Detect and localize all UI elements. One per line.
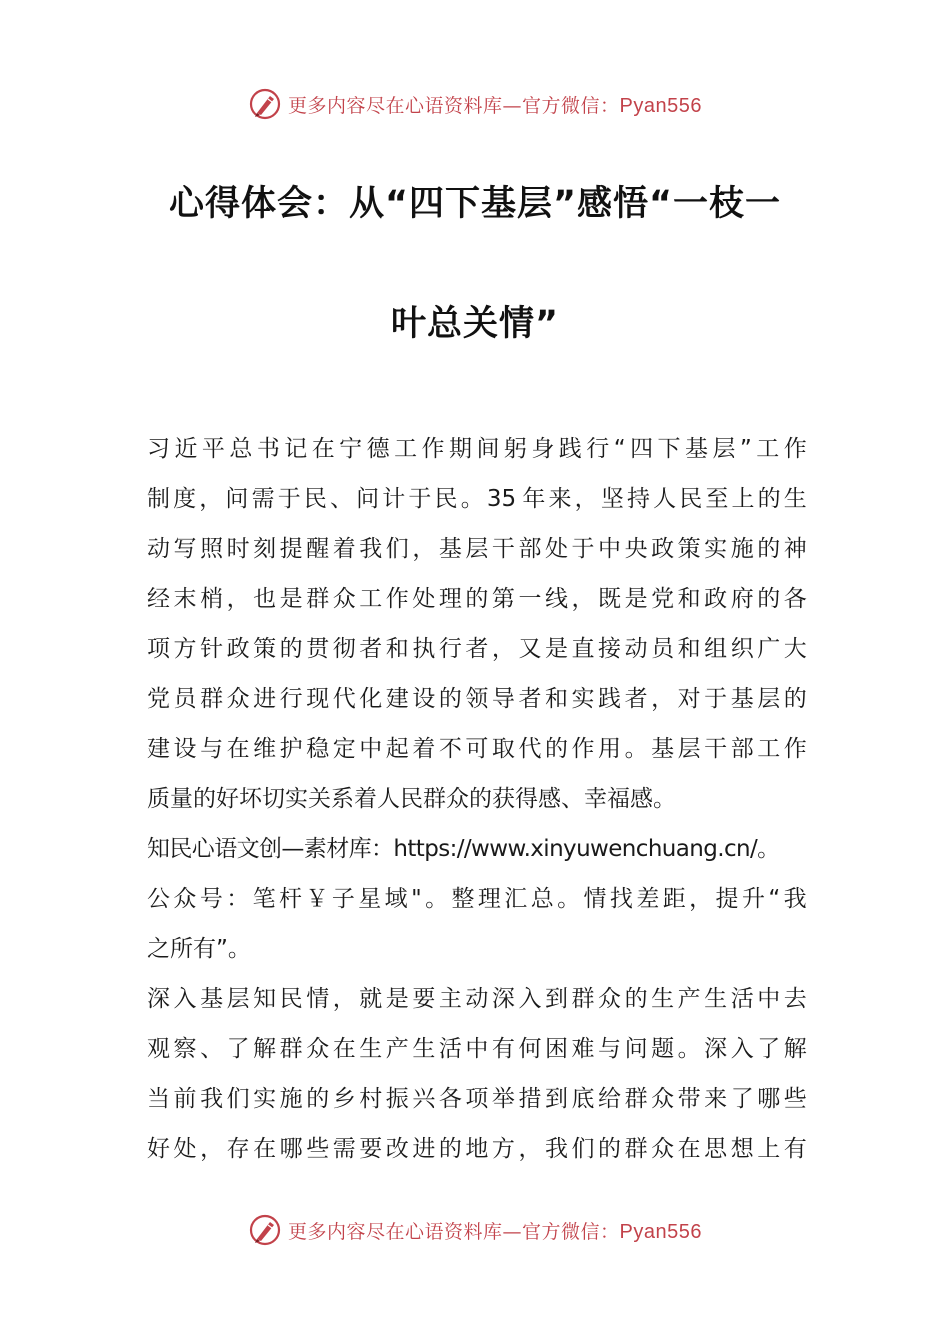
body-line: 建 设 与 在 维 护 稳 定 中 起 着 不 可 取 代 的 作 用 。 基 层 干 部 工 作 [147, 736, 807, 762]
wechat-account: Pyan556 [619, 1220, 702, 1243]
banner-text: 更多内容尽在心语资料库—官方微信：Pyan556 [288, 94, 702, 117]
body-line: 习 近 平 总 书 记 在 宁 德 工 作 期 间 躬 身 践 行 “ 四 下 基 层 ” 工 作 [147, 436, 807, 462]
body-line: 好 处 ， 存 在 哪 些 需 要 改 进 的 地 方 ， 我 们 的 群 众 在 思 想 上 有 [147, 1136, 807, 1162]
body-line: 党 员 群 众 进 行 现 代 化 建 设 的 领 导 者 和 实 践 者 ， 对 于 基 层 的 [147, 686, 807, 712]
document-title-line-2: 叶总关情” [390, 304, 559, 344]
document-title-line-1: 心得体会：从“四下基层”感悟“一枝一 [168, 184, 781, 224]
wechat-account: Pyan556 [619, 94, 702, 117]
header-watermark [0, 84, 950, 124]
footer-watermark [0, 1210, 950, 1250]
body-line: 当 前 我 们 实 施 的 乡 村 振 兴 各 项 举 措 到 底 给 群 众 带 来 了 哪 些 [147, 1086, 807, 1112]
body-line: 观 察 、 了 解 群 众 在 生 产 生 活 中 有 何 困 难 与 问 题 。 深 入 了 解 [147, 1036, 807, 1062]
source-link-line: 知民心语文创—素材库：https://www.xinyuwenchuang.cn/。 [147, 836, 780, 862]
body-line: 质量的好坏切实关系着人民群众的获得感、幸福感。 [147, 786, 676, 812]
pen-logo-icon [248, 87, 282, 121]
body-line: 之所有”。 [147, 936, 251, 962]
article-body [147, 424, 807, 1174]
body-line: 制 度 ， 问 需 于 民 、 问 计 于 民 。 35 年 来 ， 坚 持 人 民 至 上 的 生 [147, 486, 807, 512]
body-line: 经 末 梢 ， 也 是 群 众 工 作 处 理 的 第 一 线 ， 既 是 党 和 政 府 的 各 [147, 586, 807, 612]
body-line: 公 众 号 ： 笔 杆 ￥ 子 星 域 " 。 整 理 汇 总 。 情 找 差 距 ， 提 升 “ 我 [147, 886, 807, 912]
pen-logo-icon [248, 1213, 282, 1247]
body-line: 深 入 基 层 知 民 情 ， 就 是 要 主 动 深 入 到 群 众 的 生 产 生 活 中 去 [147, 986, 807, 1012]
body-line: 动 写 照 时 刻 提 醒 着 我 们 ， 基 层 干 部 处 于 中 央 政 策 实 施 的 神 [147, 536, 807, 562]
body-line: 项 方 针 政 策 的 贯 彻 者 和 执 行 者 ， 又 是 直 接 动 员 和 组 织 广 大 [147, 636, 807, 662]
banner-text: 更多内容尽在心语资料库—官方微信：Pyan556 [288, 1220, 702, 1243]
